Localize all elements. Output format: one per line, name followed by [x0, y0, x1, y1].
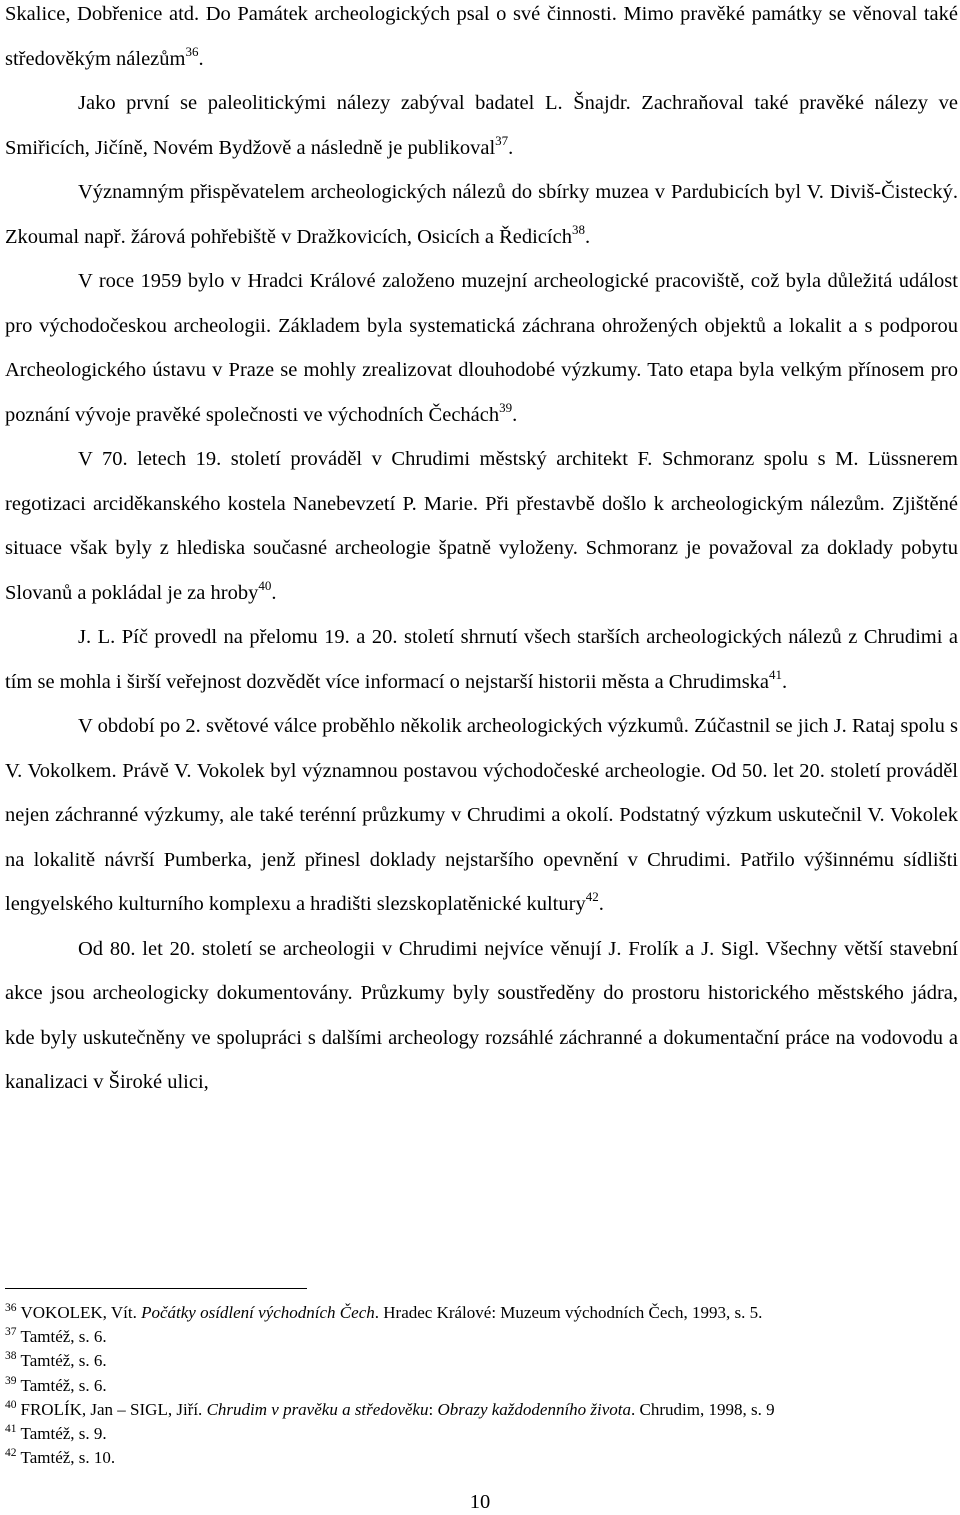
footnote-number: 42 [5, 1447, 17, 1460]
text-run: . Hradec Králové: Muzeum východních Čech, 1993, s. 5. [374, 1303, 763, 1322]
text-run: Tamtéž, s. 9. [20, 1424, 107, 1444]
paragraph [5, 170, 958, 259]
page-number: 10 [469, 1491, 491, 1513]
paragraph [5, 0, 958, 81]
text-run: J. L. Píč provedl na přelomu 19. a 20. století shrnutí všech starších archeologických nálezů z Chrudimi a tím se mohla i širší veřejnost dozvědět více informací o nejstarší historii města a Chrudimska [5, 626, 958, 693]
text-run: . [512, 403, 518, 426]
text-run: Jako první se paleolitickými nálezy zabýval badatel L. Šnajdr. Zachraňoval také pravěké nálezy ve Smiřicích, Jičíně, Novém Bydžově a následně je publikoval [5, 92, 958, 159]
paragraph [5, 615, 958, 704]
footnote-number: 36 [5, 1302, 17, 1314]
footnote [5, 1446, 960, 1470]
footnote-number: 40 [5, 1398, 17, 1411]
footnote-number: 38 [5, 1350, 17, 1363]
footnote-reference: 36 [185, 43, 199, 59]
footnote [5, 1398, 960, 1422]
footnote [5, 1325, 960, 1349]
footnote-reference: 37 [495, 132, 509, 148]
text-run: Skalice, Dobřenice atd. Do Památek archeologických psal o své činnosti. Mimo pravěké památky se věnoval také středověkým nálezům [5, 3, 958, 70]
footnote-reference: 38 [571, 221, 585, 237]
footnote-reference: 40 [258, 577, 272, 593]
footnote-number: 37 [5, 1326, 17, 1339]
footnote-number: 39 [5, 1374, 17, 1387]
italic-text: Počátky osídlení východních Čech [141, 1303, 375, 1322]
text-run: Významným přispěvatelem archeologických nálezů do sbírky muzea v Pardubicích byl V. Diviš-Čistecký. Zkoumal např. žárová pohřebiště v Dražkovicích, Osicích a Ředicích [5, 181, 958, 248]
text-run: . [198, 47, 204, 70]
footnote-reference: 42 [585, 889, 599, 904]
paragraph [5, 259, 958, 437]
body-text [5, 0, 958, 1105]
text-run: Tamtéž, s. 6. [20, 1327, 107, 1347]
paragraph [5, 437, 958, 615]
text-run: . Chrudim, 1998, s. 9 [631, 1399, 775, 1419]
footnote [5, 1301, 960, 1325]
italic-text: Obrazy každodenního života [437, 1399, 632, 1419]
footnote [5, 1374, 960, 1398]
italic-text: Chrudim v pravěku a středověku [206, 1399, 429, 1419]
paragraph [5, 927, 958, 1105]
text-run: Tamtéž, s. 6. [20, 1351, 107, 1371]
text-run: . [508, 136, 514, 159]
text-run: Od 80. let 20. století se archeologii v Chrudimi nejvíce věnují J. Frolík a J. Sigl. Všechny větší stavební akce jsou archeologicky dokumentovány. Průzkumy byly soustředěny do prostoru historického městského jádra, kde byly uskutečněny ve spolupráci s dalšími archeology rozsáhlé záchranné a dokumentační práce na vodovodu a kanalizaci v Široké ulici, [5, 937, 958, 1093]
footnote-separator [5, 1288, 307, 1289]
text-run: V roce 1959 bylo v Hradci Králové založeno muzejní archeologické pracoviště, což byla důležitá událost pro východočeskou archeologii. Základem byla systematická záchrana ohrožených objektů a lokalit a s podporou Archeologického ústavu v Praze se mohly zrealizovat dlouhodobé výzkumy. Tato etapa byla velkým přínosem pro poznání vývoje pravěké společnosti ve východních Čechách [5, 270, 958, 426]
text-run: . [584, 225, 591, 248]
footnote [5, 1422, 960, 1446]
text-run: . [782, 670, 788, 693]
text-run: . [598, 893, 604, 915]
text-run: V období po 2. světové válce proběhlo několik archeologických výzkumů. Zúčastnil se jich J. Rataj spolu s V. Vokolkem. Právě V. Vokolek byl významnou postavou východočeské archeologie. Od 50. let 20. století prováděl nejen záchranné výzkumy, ale také terénní průzkumy v Chrudimi a okolí. Podstatný výzkum uskutečnil V. Vokolek na lokalitě návrší Pumberka, jenž přinesl doklady nejstaršího opevnění v Chrudimi. Patřilo výšinnému sídlišti lengyelského kulturního komplexu a hradišti slezskoplatěnické kultury [5, 715, 958, 915]
text-run: VOKOLEK, Vít. [20, 1303, 142, 1322]
text-run: FROLÍK, Jan – SIGL, Jiří. [20, 1399, 207, 1419]
footnote [5, 1349, 960, 1373]
text-run: Tamtéž, s. 10. [20, 1448, 116, 1468]
text-run: Tamtéž, s. 6. [20, 1375, 107, 1395]
footnote-number: 41 [5, 1423, 17, 1436]
paragraph [5, 704, 958, 927]
text-run: : [428, 1399, 438, 1419]
footnote-reference: 39 [499, 399, 513, 415]
footnotes [5, 1301, 960, 1470]
text-run: . [271, 581, 277, 604]
footnote-reference: 41 [769, 666, 783, 682]
text-run: V 70. letech 19. století prováděl v Chrudimi městský architekt F. Schmoranz spolu s M. Lüssnerem regotizaci arciděkanského kostela Nanebevzetí P. Marie. Při přestavbě došlo k archeologickým nálezům. Zjištěné situace však byly z hlediska současné archeologie špatně vyloženy. Schmoranz je považoval za doklady pobytu Slovanů a pokládal je za hroby [5, 448, 958, 604]
paragraph [5, 81, 958, 170]
